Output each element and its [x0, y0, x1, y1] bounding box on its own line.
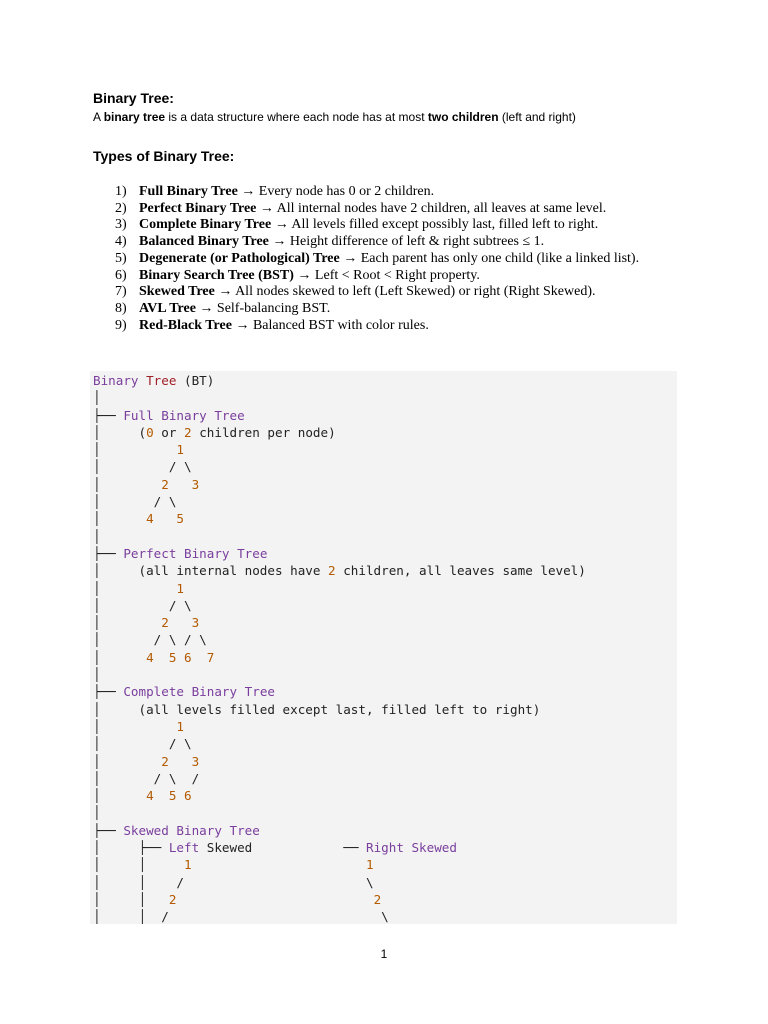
code-token [169, 477, 192, 492]
code-token: │ [93, 788, 147, 804]
types-list-item [115, 251, 675, 268]
intro-term: binary tree [103, 110, 166, 124]
code-token: Skewed ── [199, 840, 366, 856]
code-line [93, 477, 199, 492]
code-token: 0 [146, 424, 154, 440]
code-token: 1 [184, 857, 192, 873]
code-line [93, 771, 199, 786]
list-item-number: 7) [115, 284, 127, 300]
code-token: Skewed Binary Tree [123, 822, 260, 838]
list-item-term: AVL Tree [139, 300, 196, 316]
code-line [93, 511, 184, 526]
code-token: │ [93, 580, 177, 596]
list-item-number: 2) [115, 200, 127, 216]
code-line [93, 598, 192, 613]
code-line [93, 408, 245, 423]
list-item-number: 3) [115, 217, 127, 233]
types-list-item [115, 184, 675, 201]
code-token: │ [93, 718, 177, 734]
code-token: │ [93, 649, 147, 665]
code-token: Perfect Binary Tree [123, 545, 268, 561]
types-list-item [115, 318, 675, 335]
code-token: ├── [93, 407, 124, 423]
code-token: │ (all levels filled except last, filled left to right) [93, 701, 541, 717]
list-item-term: Balanced Binary Tree [139, 234, 269, 250]
types-list-item [115, 301, 675, 318]
code-token: │ [93, 511, 147, 527]
code-token: │ [93, 753, 162, 769]
code-token: │ │ / \ [93, 874, 374, 890]
list-item-description: → All internal nodes have 2 children, all leaves at same level. [256, 200, 607, 216]
code-line [93, 615, 199, 630]
code-token: │ [93, 805, 101, 821]
list-item-description: → Left < Root < Right property. [293, 267, 480, 283]
code-line [93, 840, 457, 855]
code-token: 1 [176, 442, 184, 458]
code-token: │ │ / \ [93, 909, 389, 924]
code-block [90, 371, 677, 924]
list-item-description: → Balanced BST with color rules. [231, 317, 429, 333]
code-token: 2 [161, 615, 169, 631]
code-token: 4 [146, 511, 154, 527]
code-line [93, 719, 184, 734]
code-token: 1 [365, 857, 374, 873]
code-line [93, 857, 374, 872]
code-token: 5 [168, 788, 177, 804]
intro-middle: is a data structure where each node has at most [165, 110, 428, 124]
types-list-item [115, 268, 675, 285]
code-token [154, 788, 169, 803]
code-token: │ / \ [93, 494, 177, 510]
code-token: 5 [168, 649, 177, 665]
code-token [169, 754, 192, 769]
types-list [115, 184, 675, 334]
code-line [93, 459, 192, 474]
list-item-term: Skewed Tree [139, 284, 215, 300]
code-line [93, 684, 275, 699]
code-token: 2 [168, 891, 177, 907]
tree-diagram-text [93, 372, 586, 924]
list-item-description: → All levels filled except possibly last, filled left to right. [271, 217, 599, 233]
code-token: │ / \ / [93, 770, 200, 786]
code-token [154, 650, 169, 665]
code-token: 6 [184, 649, 192, 665]
code-token: ├── [93, 545, 124, 561]
code-token: Tree [146, 373, 177, 388]
code-line [93, 632, 207, 647]
code-line [93, 823, 260, 838]
intro-emphasis: two children [427, 110, 499, 124]
list-item-number: 4) [115, 234, 127, 250]
code-token: ├── [93, 684, 124, 700]
code-line [93, 875, 374, 890]
code-line [93, 702, 540, 717]
code-token: │ │ [93, 857, 184, 873]
page-title: Binary Tree: [93, 90, 174, 106]
list-item-number: 5) [115, 250, 127, 266]
list-item-term: Degenerate (or Pathological) Tree [139, 250, 340, 266]
code-token: 3 [191, 753, 200, 769]
code-token [176, 788, 184, 803]
code-line [93, 529, 101, 544]
code-token: 5 [176, 511, 185, 527]
list-item-term: Binary Search Tree (BST) [139, 267, 294, 283]
code-token: children per node) [191, 424, 336, 440]
code-token: 3 [191, 615, 200, 631]
code-token: │ / \ [93, 459, 192, 475]
code-line [93, 736, 192, 751]
types-heading: Types of Binary Tree: [93, 148, 235, 164]
list-item-description: → All nodes skewed to left (Left Skewed) or right (Right Skewed). [214, 284, 596, 300]
code-line [93, 494, 176, 509]
list-item-number: 1) [115, 184, 127, 199]
code-line [93, 546, 267, 561]
intro-prefix: A [93, 110, 104, 124]
code-token: 2 [161, 476, 169, 492]
code-token [169, 615, 192, 630]
code-line [93, 650, 214, 665]
code-token: 2 [161, 753, 169, 769]
code-token [192, 857, 366, 872]
code-token: 4 [146, 649, 154, 665]
code-token: 3 [191, 476, 200, 492]
code-token: │ │ [93, 891, 169, 907]
code-token: 1 [176, 718, 184, 734]
code-token [176, 650, 184, 665]
code-token: │ (all internal nodes have [93, 563, 329, 579]
code-line [93, 563, 586, 578]
code-line [93, 788, 192, 803]
list-item-number: 8) [115, 300, 127, 316]
types-list-item [115, 234, 675, 251]
list-item-number: 6) [115, 267, 127, 283]
code-line [93, 390, 101, 405]
code-token: Full Binary Tree [123, 407, 245, 423]
code-token: 2 [184, 424, 192, 440]
code-token: │ / \ [93, 736, 192, 752]
code-token: 6 [184, 788, 192, 804]
code-token: │ [93, 476, 162, 492]
code-token [192, 650, 207, 665]
code-line [93, 373, 214, 388]
list-item-term: Red-Black Tree [139, 317, 232, 333]
code-line [93, 892, 381, 907]
types-list-item [115, 217, 675, 234]
types-list-item [115, 284, 675, 301]
code-line [93, 425, 336, 440]
code-line [93, 805, 101, 820]
code-token: │ [93, 528, 101, 544]
code-token: 4 [146, 788, 154, 804]
code-token: │ / \ / \ [93, 632, 207, 648]
list-item-description: → Self-balancing BST. [195, 300, 331, 316]
code-line [93, 667, 101, 682]
code-token: │ ├── [93, 840, 169, 856]
list-item-description: → Height difference of left & right subtrees ≤ 1. [268, 234, 545, 250]
list-item-description: → Each parent has only one child (like a linked list). [339, 250, 640, 266]
code-token: 2 [373, 891, 382, 907]
types-list-item [115, 201, 675, 218]
intro-paragraph [93, 110, 576, 124]
code-token [154, 511, 177, 526]
code-line [93, 442, 184, 457]
list-item-term: Perfect Binary Tree [139, 200, 257, 216]
list-item-term: Full Binary Tree [139, 184, 238, 199]
code-token: 7 [206, 649, 215, 665]
code-token: │ [93, 442, 177, 458]
page-number: 1 [380, 947, 388, 961]
code-token: children, all leaves same level) [335, 563, 586, 579]
code-token: │ [93, 390, 101, 406]
code-token: 1 [176, 580, 184, 596]
intro-suffix: (left and right) [498, 110, 576, 124]
code-token: Left [168, 840, 200, 856]
code-token [176, 892, 373, 907]
code-token: or [153, 424, 185, 440]
code-token: Right Skewed [365, 840, 457, 856]
code-token: (BT) [176, 373, 215, 388]
code-token: 2 [328, 563, 336, 579]
code-token: Binary [93, 373, 147, 388]
code-line [93, 581, 184, 596]
list-item-description: → Every node has 0 or 2 children. [237, 184, 435, 199]
code-token: Complete Binary Tree [123, 684, 275, 700]
code-token: │ [93, 667, 101, 683]
list-item-term: Complete Binary Tree [139, 217, 272, 233]
list-item-number: 9) [115, 317, 127, 333]
code-token: │ ( [93, 424, 147, 440]
code-line [93, 754, 199, 769]
code-line [93, 909, 389, 924]
code-token: │ [93, 615, 162, 631]
code-token: ├── [93, 822, 124, 838]
code-token: │ / \ [93, 597, 192, 613]
